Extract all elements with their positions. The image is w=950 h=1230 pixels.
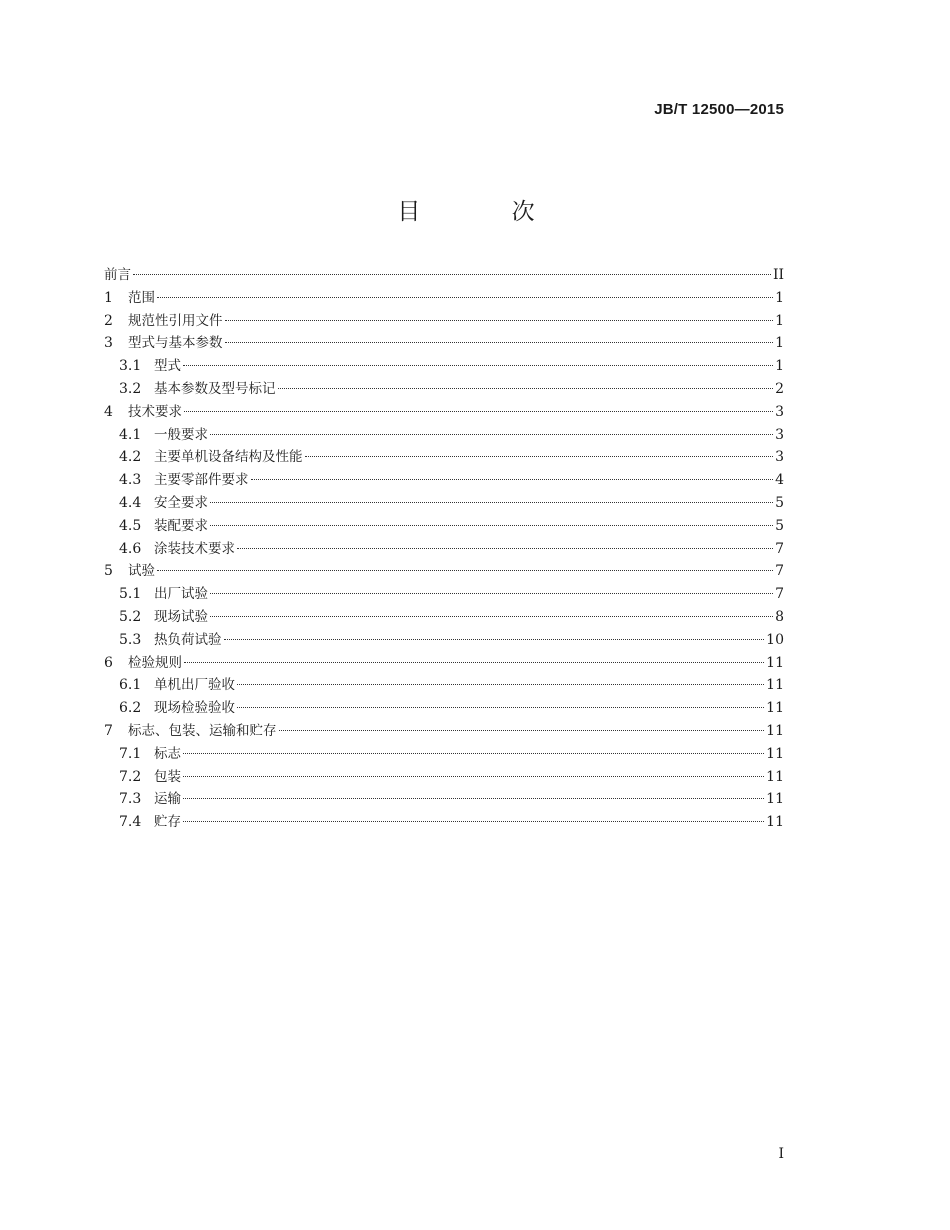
toc-entry-title: 标志 bbox=[154, 745, 181, 762]
toc-entry[interactable] bbox=[104, 811, 784, 834]
toc-dot-leader bbox=[305, 456, 774, 457]
toc-dot-leader bbox=[183, 821, 764, 822]
toc-entry[interactable] bbox=[104, 629, 784, 652]
toc-entry-page: 3 bbox=[775, 403, 784, 420]
toc-dot-leader bbox=[133, 274, 771, 275]
toc-entry-page: 7 bbox=[775, 563, 784, 580]
toc-entry[interactable] bbox=[104, 355, 784, 378]
toc-entry-title: 现场试验 bbox=[154, 608, 208, 625]
toc-entry-number: 5.2 bbox=[119, 608, 142, 625]
toc-entry-page: 11 bbox=[766, 654, 784, 671]
toc-entry-title: 运输 bbox=[154, 791, 181, 808]
toc-entry[interactable] bbox=[104, 766, 784, 789]
page-number: I bbox=[778, 1146, 784, 1162]
toc-entry[interactable] bbox=[104, 446, 784, 469]
toc-entry-page: 11 bbox=[766, 768, 784, 785]
toc-entry-page: 4 bbox=[775, 472, 784, 489]
toc-dot-leader bbox=[157, 297, 773, 298]
toc-dot-leader bbox=[184, 662, 764, 663]
toc-entry-number: 4.1 bbox=[119, 426, 142, 443]
toc-entry-title: 主要单机设备结构及性能 bbox=[154, 449, 303, 466]
toc-entry-number: 5 bbox=[104, 563, 113, 580]
toc-entry-title: 包装 bbox=[154, 768, 181, 785]
toc-entry[interactable] bbox=[104, 720, 784, 743]
toc-entry-number: 7.1 bbox=[119, 745, 142, 762]
toc-entry-number: 6.2 bbox=[119, 700, 142, 717]
toc-entry-title: 涂装技术要求 bbox=[154, 540, 235, 557]
toc-dot-leader bbox=[183, 365, 773, 366]
toc-entry-number: 7.2 bbox=[119, 768, 142, 785]
toc-entry[interactable] bbox=[104, 583, 784, 606]
toc-entry-page: 11 bbox=[766, 700, 784, 717]
toc-entry-number: 1 bbox=[104, 289, 113, 306]
toc-entry-page: 3 bbox=[775, 449, 784, 466]
toc-dot-leader bbox=[237, 684, 764, 685]
toc-entry-page: 1 bbox=[775, 335, 784, 352]
toc-entry[interactable] bbox=[104, 515, 784, 538]
toc-entry-number: 7.3 bbox=[119, 791, 142, 808]
toc-entry-title: 热负荷试验 bbox=[154, 631, 222, 648]
toc-dot-leader bbox=[157, 570, 773, 571]
toc-entry-title: 装配要求 bbox=[154, 517, 208, 534]
toc-entry-title: 基本参数及型号标记 bbox=[154, 380, 276, 397]
toc-entry-title: 现场检验验收 bbox=[154, 700, 235, 717]
toc-entry[interactable] bbox=[104, 332, 784, 355]
toc-entry-number: 3.2 bbox=[119, 380, 142, 397]
toc-dot-leader bbox=[210, 616, 773, 617]
toc-dot-leader bbox=[184, 411, 773, 412]
toc-entry[interactable] bbox=[104, 652, 784, 675]
toc-entry-number: 3.1 bbox=[119, 358, 142, 375]
toc-entry-page: II bbox=[772, 267, 784, 283]
toc-dot-leader bbox=[183, 798, 764, 799]
toc-entry-page: 11 bbox=[766, 745, 784, 762]
toc-entry-page: 1 bbox=[775, 312, 784, 329]
toc-entry-title: 型式 bbox=[154, 358, 181, 375]
toc-entry[interactable] bbox=[104, 538, 784, 561]
toc-entry-title: 前言 bbox=[104, 267, 131, 283]
toc-dot-leader bbox=[237, 548, 773, 549]
toc-entry[interactable] bbox=[104, 310, 784, 333]
toc-entry-number: 5.3 bbox=[119, 631, 142, 648]
toc-entry-number: 4 bbox=[104, 403, 113, 420]
toc-entry-page: 10 bbox=[766, 631, 784, 648]
toc-entry[interactable] bbox=[104, 401, 784, 424]
toc-entry-number: 4.6 bbox=[119, 540, 142, 557]
toc-entry-page: 1 bbox=[775, 289, 784, 306]
toc-entry-title: 出厂试验 bbox=[154, 586, 208, 603]
toc-entry-page: 11 bbox=[766, 791, 784, 808]
toc-entry-number: 4.2 bbox=[119, 449, 142, 466]
toc-entry-page: 5 bbox=[775, 517, 784, 534]
toc-entry-number: 4.5 bbox=[119, 517, 142, 534]
toc-dot-leader bbox=[210, 434, 773, 435]
toc-dot-leader bbox=[183, 776, 764, 777]
toc-entry-title: 单机出厂验收 bbox=[154, 677, 235, 694]
toc-entry-title: 技术要求 bbox=[128, 403, 182, 420]
toc-entry-title: 范围 bbox=[128, 289, 155, 306]
toc-entry[interactable] bbox=[104, 697, 784, 720]
toc-entry[interactable] bbox=[104, 287, 784, 310]
toc-entry-title: 型式与基本参数 bbox=[128, 335, 223, 352]
toc-entry-page: 7 bbox=[775, 540, 784, 557]
toc-entry-page: 7 bbox=[775, 586, 784, 603]
toc-dot-leader bbox=[224, 639, 765, 640]
toc-dot-leader bbox=[251, 479, 774, 480]
page-title: 目 次 bbox=[397, 199, 577, 225]
table-of-contents bbox=[104, 264, 784, 834]
toc-entry-page: 11 bbox=[766, 677, 784, 694]
toc-entry[interactable] bbox=[104, 469, 784, 492]
toc-entry[interactable] bbox=[104, 264, 784, 287]
toc-entry-number: 4.4 bbox=[119, 494, 142, 511]
toc-entry[interactable] bbox=[104, 674, 784, 697]
toc-entry-number: 3 bbox=[104, 335, 113, 352]
toc-entry-number: 4.3 bbox=[119, 472, 142, 489]
toc-entry-number: 2 bbox=[104, 312, 113, 329]
toc-dot-leader bbox=[210, 502, 773, 503]
toc-entry-number: 6.1 bbox=[119, 677, 142, 694]
toc-entry-page: 11 bbox=[766, 814, 784, 831]
toc-dot-leader bbox=[183, 753, 764, 754]
toc-dot-leader bbox=[225, 342, 774, 343]
toc-dot-leader bbox=[225, 320, 774, 321]
toc-dot-leader bbox=[237, 707, 764, 708]
toc-entry[interactable] bbox=[104, 424, 784, 447]
toc-entry[interactable] bbox=[104, 606, 784, 629]
standard-code: JB/T 12500—2015 bbox=[654, 101, 784, 118]
toc-entry[interactable] bbox=[104, 743, 784, 766]
toc-entry-title: 检验规则 bbox=[128, 654, 182, 671]
toc-entry-page: 11 bbox=[766, 722, 784, 739]
toc-entry-page: 5 bbox=[775, 494, 784, 511]
toc-dot-leader bbox=[210, 525, 773, 526]
toc-entry-title: 安全要求 bbox=[154, 494, 208, 511]
toc-entry-title: 主要零部件要求 bbox=[154, 472, 249, 489]
toc-entry-title: 规范性引用文件 bbox=[128, 312, 223, 329]
toc-entry-title: 一般要求 bbox=[154, 426, 208, 443]
toc-entry[interactable] bbox=[104, 492, 784, 515]
toc-entry-title: 贮存 bbox=[154, 814, 181, 831]
toc-entry-page: 1 bbox=[775, 358, 784, 375]
toc-entry-page: 3 bbox=[775, 426, 784, 443]
toc-entry-page: 8 bbox=[775, 608, 784, 625]
toc-entry[interactable] bbox=[104, 560, 784, 583]
toc-entry[interactable] bbox=[104, 788, 784, 811]
toc-dot-leader bbox=[279, 730, 765, 731]
toc-dot-leader bbox=[278, 388, 774, 389]
toc-entry-number: 7 bbox=[104, 722, 113, 739]
toc-entry-number: 6 bbox=[104, 654, 113, 671]
toc-entry-number: 7.4 bbox=[119, 814, 142, 831]
toc-entry-title: 试验 bbox=[128, 563, 155, 580]
toc-entry-number: 5.1 bbox=[119, 586, 142, 603]
toc-entry-title: 标志、包装、运输和贮存 bbox=[128, 722, 277, 739]
toc-dot-leader bbox=[210, 593, 773, 594]
toc-entry[interactable] bbox=[104, 378, 784, 401]
toc-entry-page: 2 bbox=[775, 380, 784, 397]
